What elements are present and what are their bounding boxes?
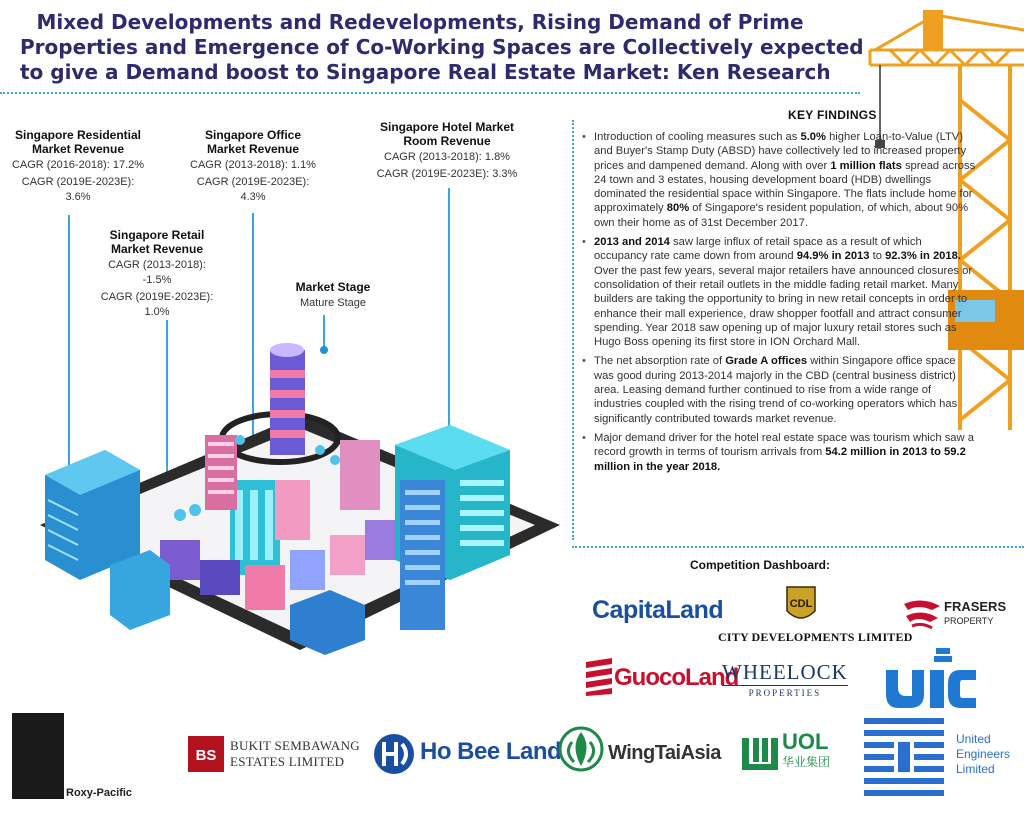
stat-market-stage-value: Mature Stage: [299, 297, 367, 309]
title-divider: [0, 92, 860, 94]
title-line-2: Properties and Emergence of Co-Working Spaces are Collectively expected: [20, 35, 864, 59]
finding-residential: • Introduction of cooling measures such as 5.0% higher Loan-to-Value (LTV) and Buyer's Stamp Duty (ABSD) have collectively led to increased property prices and dampened demand. Along with over 1 million flats spread across 24 town and 3 estates, housing development board (HDB) dwellings dominated the residential space within Singapore. The flats include home for approximately 80% of Singapore's resident population, of which, about 90% own their home as of 31st December 2017.: [576, 130, 976, 230]
united-engineers-icon: [864, 718, 944, 800]
stat-residential-heading-2: Market Revenue: [31, 142, 125, 156]
logo-wing-tai-asia: WingTaiAsia: [608, 742, 721, 764]
finding-retail: • 2013 and 2014 saw large influx of retail space as a result of which occupancy rate came down from around 94.9% in 2013 to 92.3% in 2018. Over the past few years, several major retailers have announced closures or consolidation of their retail outlets in the middle fading retail market. Many builders are taking the opportunity to bring in new retail concepts in order to enhance their mall experience, draw shopper footfall and attract consumer spending. Year 2018 saw opening up of major luxury retail stores such as Hugo Boss opening its first store in ION Orchard Mall.: [576, 235, 976, 349]
logo-uol: UOL 华业集团: [782, 729, 831, 769]
logo-wheelock: WHEELOCK PROPERTIES: [722, 660, 848, 698]
logo-cdl-emblem: [785, 585, 817, 625]
logo-uic: [884, 648, 978, 710]
stat-market-stage-heading: Market Stage: [295, 280, 371, 294]
findings-bottom-divider: [572, 546, 1024, 548]
logo-guocoland: GuocoLand: [614, 664, 739, 691]
logo-city-developments: CITY DEVELOPMENTS LIMITED: [718, 630, 913, 644]
finding-hotel: • Major demand driver for the hotel real estate space was tourism which saw a record growth in terms of tourism arrivals from 54.2 million in 2013 to 59.2 million in the year 2018.: [576, 431, 976, 474]
stat-retail-heading-1: Singapore Retail: [109, 228, 205, 242]
stat-hotel: [362, 120, 532, 182]
svg-text:CDL: CDL: [789, 598, 813, 610]
stat-hotel-cagr-fcst: CAGR (2019E-2023E): 3.3%: [376, 168, 518, 180]
stat-retail: [82, 228, 232, 320]
stat-office-cagr-fcst-value: 4.3%: [240, 191, 266, 203]
title-line-3: to give a Demand boost to Singapore Real Estate Market: Ken Research: [20, 60, 831, 84]
key-findings-list: [576, 130, 976, 479]
city-illustration: [20, 330, 570, 675]
page-title: [20, 10, 864, 85]
key-findings-heading: KEY FINDINGS: [788, 108, 877, 122]
guocoland-icon: [586, 658, 612, 696]
stat-hotel-heading-2: Room Revenue: [403, 134, 491, 148]
ho-bee-icon: [372, 732, 416, 776]
stat-retail-cagr-hist-value: -1.5%: [142, 274, 172, 286]
stat-office-cagr-fcst-label: CAGR (2019E-2023E):: [196, 176, 310, 188]
logo-roxy-pacific: Roxy-Pacific: [66, 787, 133, 799]
wing-tai-icon: [558, 724, 604, 774]
stat-retail-heading-2: Market Revenue: [110, 242, 204, 256]
stat-residential-cagr-fcst-value: 3.6%: [65, 191, 91, 203]
logo-ho-bee-land: Ho Bee Land: [420, 738, 562, 765]
svg-text:UIC: UIC: [884, 648, 886, 649]
stat-office-heading-2: Market Revenue: [206, 142, 300, 156]
stat-market-stage: [278, 280, 388, 311]
logo-capitaland: CapitaLand: [592, 596, 724, 624]
stat-retail-cagr-fcst-label: CAGR (2019E-2023E):: [100, 291, 214, 303]
frasers-icon: [902, 596, 942, 632]
stat-hotel-cagr-hist: CAGR (2013-2018): 1.8%: [384, 151, 510, 163]
uol-icon: [740, 734, 780, 774]
logo-frasers: FRASERS PROPERTY: [944, 599, 1007, 626]
stat-residential-heading-1: Singapore Residential: [14, 128, 142, 142]
roxy-pacific-block: [12, 713, 64, 799]
stat-hotel-heading-1: Singapore Hotel Market: [379, 120, 515, 134]
svg-text:BS: BS: [195, 747, 217, 764]
finding-office: • The net absorption rate of Grade A offices within Singapore office space was good during 2013-2014 majorly in the CBD (central business district) area. Leasing demand further continued to rise from a wide range of industries coupled with the rising trend of co-working operators which has significantly contributed towards market revenue.: [576, 354, 976, 425]
logo-bukit-sembawang: BUKIT SEMBAWANG ESTATES LIMITED: [230, 738, 360, 769]
logo-united-engineers: United Engineers Limited: [956, 732, 1011, 776]
bukit-sembawang-icon: [188, 736, 224, 772]
competition-heading: Competition Dashboard:: [690, 558, 830, 572]
stat-office: [178, 128, 328, 205]
stat-residential: [4, 128, 152, 205]
key-findings-divider: [572, 120, 574, 540]
stat-residential-cagr-hist: CAGR (2016-2018): 17.2%: [11, 159, 145, 171]
stat-retail-cagr-fcst-value: 1.0%: [144, 306, 170, 318]
stat-office-cagr-hist: CAGR (2013-2018): 1.1%: [190, 159, 316, 171]
stat-residential-cagr-fcst-label: CAGR (2019E-2023E):: [21, 176, 135, 188]
stat-retail-cagr-hist-label: CAGR (2013-2018):: [108, 259, 206, 271]
title-line-1: Mixed Developments and Redevelopments, Rising Demand of Prime: [36, 10, 804, 34]
stat-office-heading-1: Singapore Office: [204, 128, 302, 142]
